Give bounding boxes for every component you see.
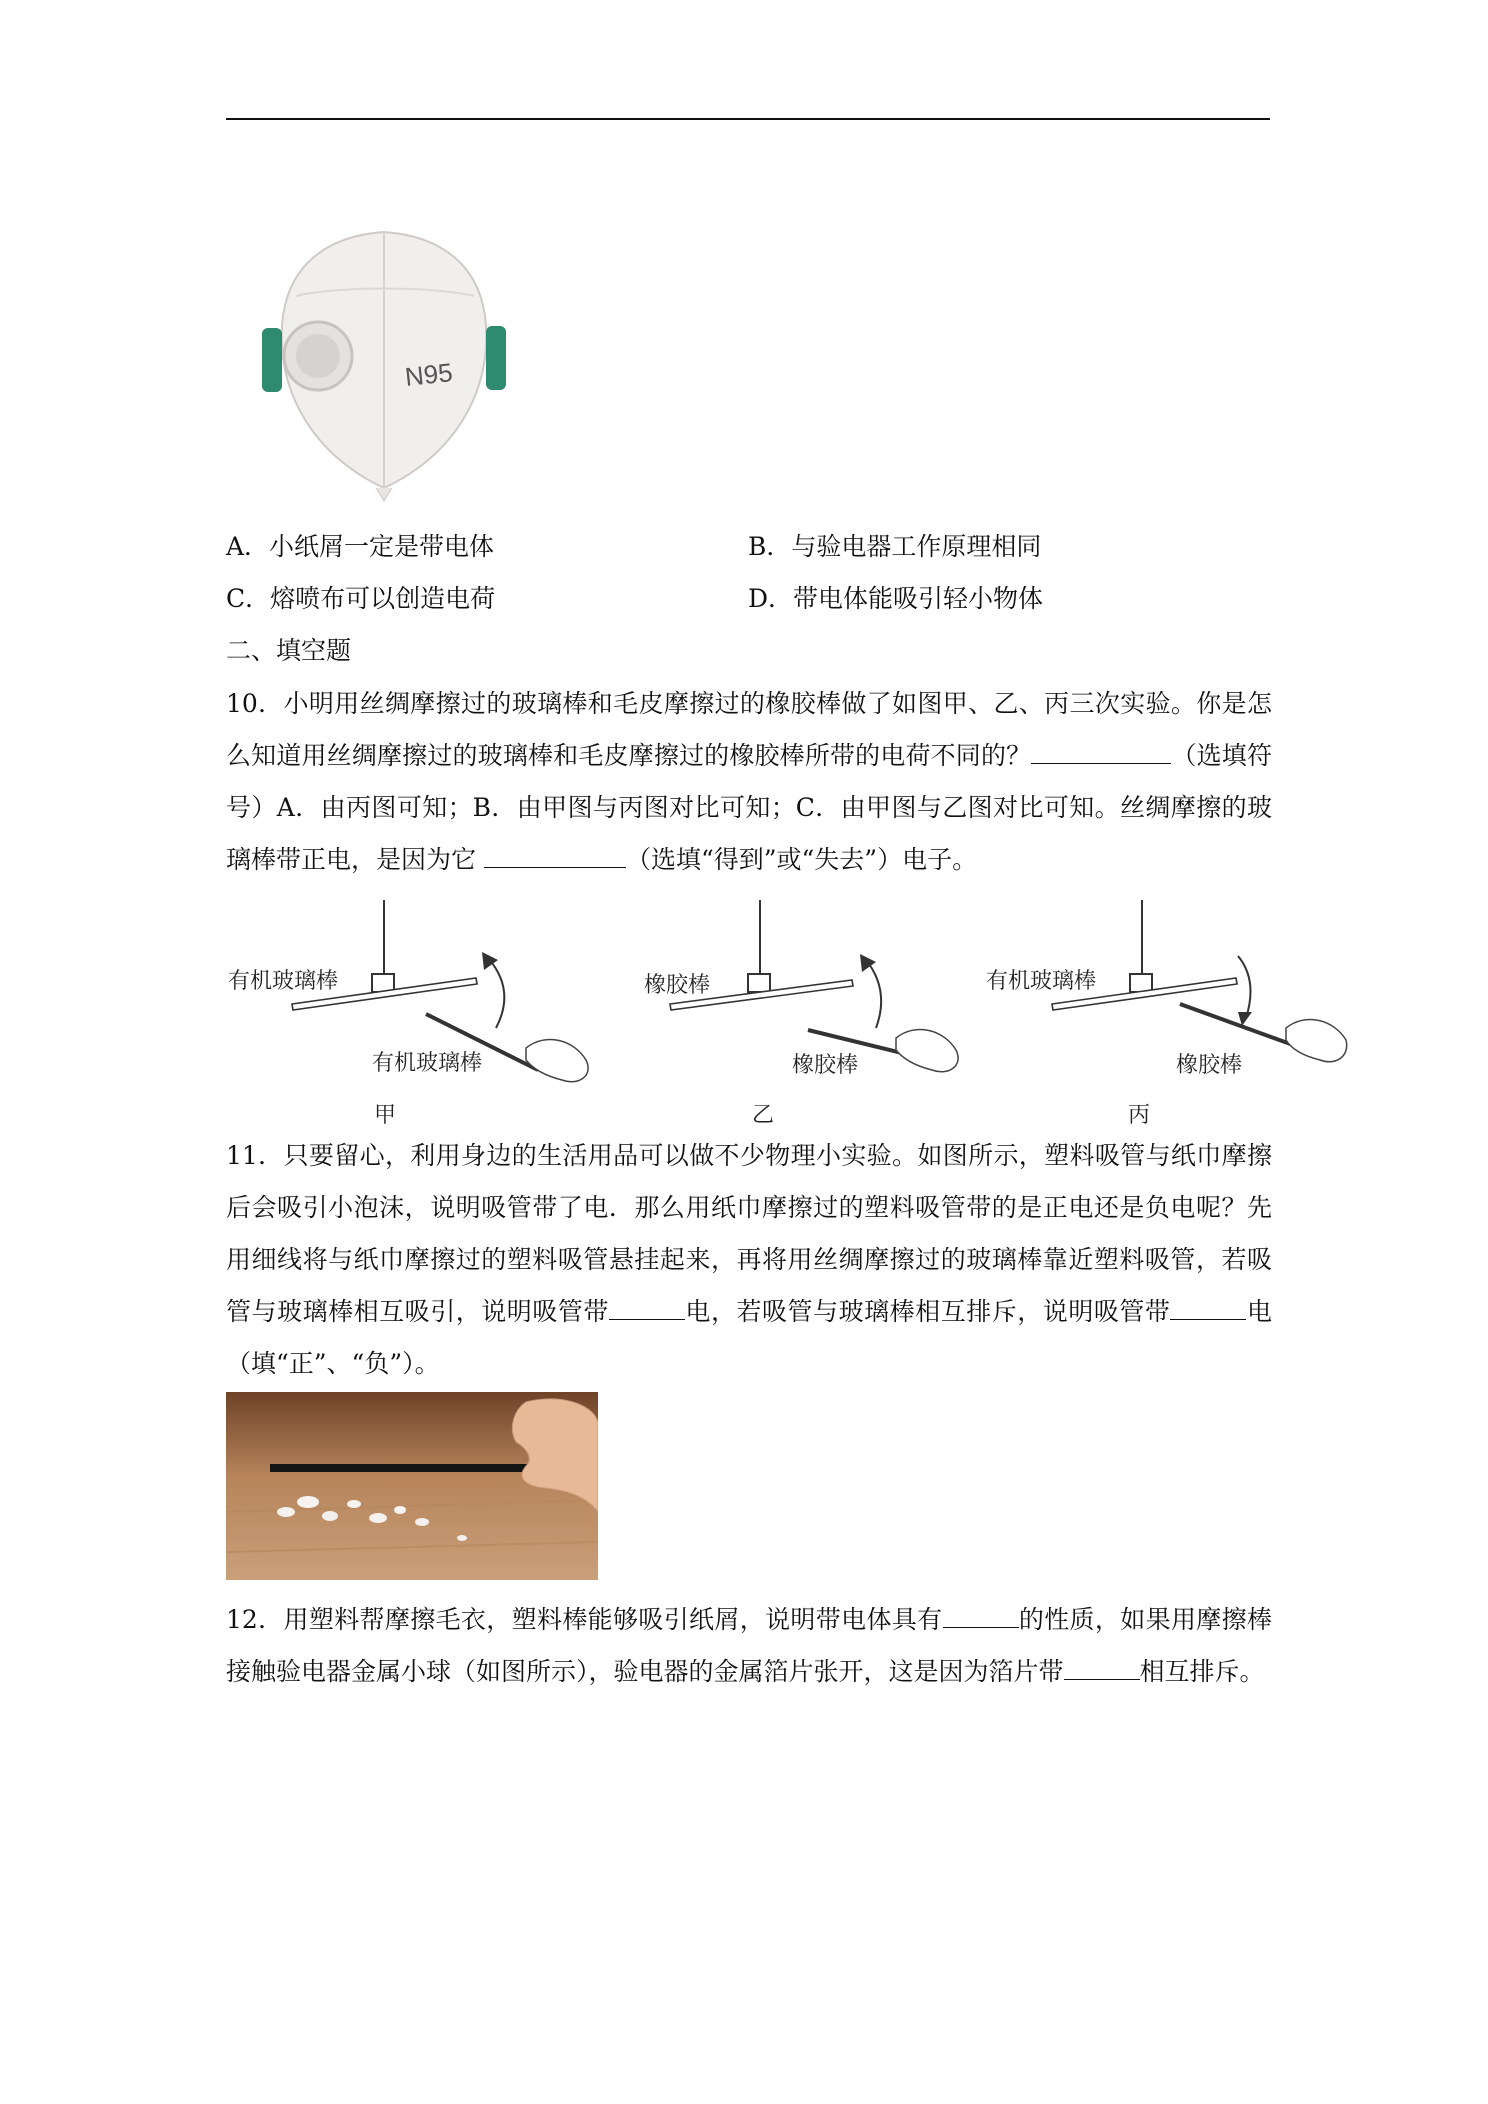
q11-blank-1[interactable]: [609, 1297, 685, 1320]
q10-figure-bing: [980, 900, 1350, 1130]
question-10: [226, 678, 1272, 886]
q10-figure-yi: [640, 900, 980, 1130]
straw-foam-photo: [226, 1392, 598, 1580]
header-rule: [226, 118, 1270, 120]
mask-label: N95: [403, 357, 455, 392]
q11-text-3: 电（填“正”、“负”）。: [226, 1297, 1272, 1378]
q10-blank-1[interactable]: [1031, 741, 1171, 764]
q10-figure-jia: [226, 900, 606, 1130]
q10-bing-caption: 丙: [1128, 1103, 1151, 1128]
q12-text-1: 12．用塑料帮摩擦毛衣，塑料棒能够吸引纸屑，说明带电体具有: [226, 1605, 943, 1634]
option-a: A．小纸屑一定是带电体: [226, 532, 495, 561]
question-11: [226, 1130, 1272, 1390]
q10-bing-held-label: 橡胶棒: [1176, 1053, 1243, 1078]
q12-text-3: 相互排斥。: [1139, 1657, 1265, 1686]
question-12: [226, 1594, 1272, 1698]
q10-bing-hung-label: 有机玻璃棒: [986, 969, 1097, 994]
option-d: D．带电体能吸引轻小物体: [748, 584, 1044, 613]
q12-blank-2[interactable]: [1064, 1657, 1140, 1680]
section-title: 二、填空题: [226, 636, 352, 665]
q10-text-2: （选填符号）A．由丙图可知；B．由甲图与丙图对比可知；C．由甲图与乙图对比可知。丝绸摩擦的玻璃棒带正电，是因为它: [226, 741, 1272, 874]
q12-text-2: 的性质，如果用摩擦棒接触验电器金属小球（如图所示），验电器的金属箔片张开，这是因为箔片带: [226, 1605, 1272, 1686]
q10-blank-2[interactable]: [484, 845, 626, 868]
q10-text-3: （选填“得到”或“失去”）电子。: [625, 845, 978, 874]
q11-blank-2[interactable]: [1170, 1297, 1246, 1320]
q11-text-2: 电，若吸管与玻璃棒相互排斥，说明吸管带: [684, 1297, 1171, 1326]
n95-mask-image: [256, 226, 514, 502]
q10-jia-held-label: 有机玻璃棒: [372, 1051, 483, 1076]
q10-jia-caption: 甲: [374, 1103, 397, 1128]
option-b: B．与验电器工作原理相同: [748, 532, 1042, 561]
q10-jia-hung-label: 有机玻璃棒: [228, 969, 339, 994]
option-c: C．熔喷布可以创造电荷: [226, 584, 496, 613]
q12-blank-1[interactable]: [943, 1605, 1019, 1628]
q10-yi-held-label: 橡胶棒: [792, 1053, 859, 1078]
q10-yi-hung-label: 橡胶棒: [644, 973, 711, 998]
q10-text-1: 10．小明用丝绸摩擦过的玻璃棒和毛皮摩擦过的橡胶棒做了如图甲、乙、丙三次实验。你是怎么知道用丝绸摩擦过的玻璃棒和毛皮摩擦过的橡胶棒所带的电荷不同的？: [226, 689, 1272, 770]
q10-yi-caption: 乙: [752, 1103, 775, 1128]
q11-text-1: 11．只要留心，利用身边的生活用品可以做不少物理小实验。如图所示，塑料吸管与纸巾摩擦后会吸引小泡沫，说明吸管带了电．那么用纸巾摩擦过的塑料吸管带的是正电还是负电呢？先用细线将与纸巾摩擦过的塑料吸管悬挂起来，再将用丝绸摩擦过的玻璃棒靠近塑料吸管，若吸管与玻璃棒相互吸引，说明吸管带: [226, 1141, 1272, 1326]
